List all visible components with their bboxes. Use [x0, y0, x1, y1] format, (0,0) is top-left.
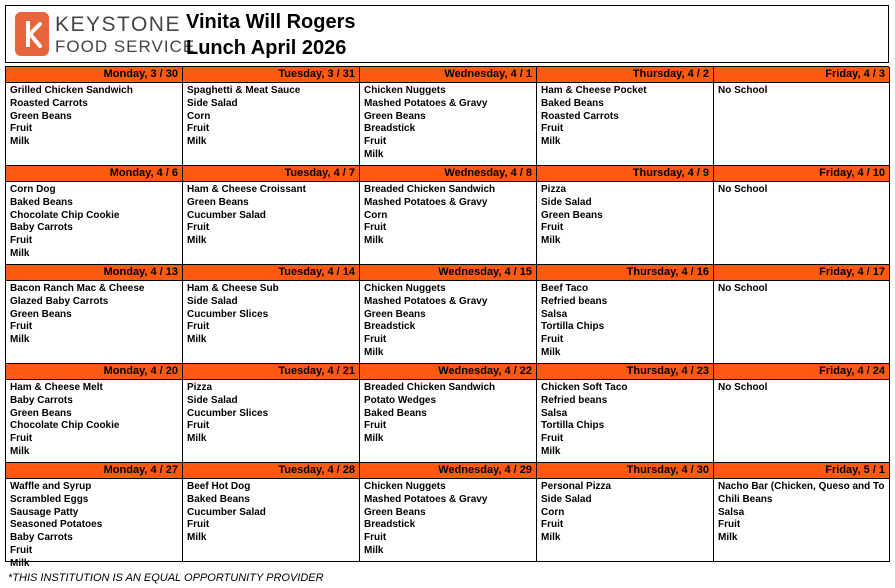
- menu-item: Waffle and Syrup: [10, 481, 92, 492]
- menu-item: Roasted Carrots: [10, 97, 88, 109]
- menu-item: Fruit: [187, 519, 210, 531]
- day-date-header: Friday, 5 / 1: [714, 463, 889, 479]
- menu-item: Milk: [364, 346, 384, 358]
- menu-item: Ham & Cheese Pocket: [541, 85, 647, 96]
- menu-item: Milk: [718, 532, 738, 544]
- day-cell: [6, 166, 183, 265]
- menu-item: Milk: [10, 334, 30, 346]
- menu-item: Ham & Cheese Sub: [187, 283, 279, 294]
- menu-item-list: [183, 281, 359, 347]
- day-date-header: Monday, 4 / 13: [6, 265, 182, 281]
- day-date-header: Wednesday, 4 / 22: [360, 364, 536, 380]
- day-cell: [360, 463, 537, 562]
- menu-item-list: [714, 380, 889, 395]
- menu-item: Fruit: [364, 334, 387, 346]
- day-cell: [537, 364, 714, 463]
- day-date-header: Thursday, 4 / 2: [537, 67, 713, 83]
- day-date-header: Tuesday, 4 / 14: [183, 265, 359, 281]
- menu-item: Side Salad: [541, 493, 592, 505]
- menu-item-list: [714, 281, 889, 296]
- menu-item: Glazed Baby Carrots: [10, 295, 109, 307]
- day-cell: [714, 265, 890, 364]
- menu-item: Cucumber Salad: [187, 209, 266, 221]
- menu-item-list: [537, 380, 713, 459]
- menu-item: Chicken Soft Taco: [541, 382, 628, 393]
- menu-item: Fruit: [364, 532, 387, 544]
- day-date-header: Friday, 4 / 3: [714, 67, 889, 83]
- day-cell: [183, 265, 360, 364]
- menu-item: Side Salad: [187, 394, 238, 406]
- menu-calendar-grid: [5, 66, 889, 569]
- menu-item: Ham & Cheese Melt: [10, 382, 103, 393]
- menu-item: Baby Carrots: [10, 532, 73, 544]
- menu-item-list: [6, 281, 182, 347]
- menu-item: Pizza: [541, 184, 567, 195]
- menu-item: Milk: [187, 136, 207, 148]
- menu-item: Cucumber Salad: [187, 506, 266, 518]
- menu-item: Sausage Patty: [10, 506, 79, 518]
- day-date-header: Wednesday, 4 / 1: [360, 67, 536, 83]
- day-date-header: Tuesday, 4 / 21: [183, 364, 359, 380]
- menu-item: Corn: [541, 506, 565, 518]
- logo-line1: KEYSTONE: [55, 12, 181, 36]
- menu-item: Breaded Chicken Sandwich: [364, 382, 496, 393]
- menu-item: Grilled Chicken Sandwich: [10, 85, 133, 96]
- menu-item: Potato Wedges: [364, 394, 437, 406]
- day-cell: [183, 67, 360, 166]
- menu-item: Chocolate Chip Cookie: [10, 420, 120, 432]
- menu-item: Green Beans: [364, 506, 426, 518]
- menu-item: Fruit: [364, 420, 387, 432]
- menu-item-list: [360, 83, 536, 162]
- day-cell: [360, 67, 537, 166]
- menu-item: Chicken Nuggets: [364, 481, 446, 492]
- day-date-header: Thursday, 4 / 9: [537, 166, 713, 182]
- menu-item-list: [183, 83, 359, 149]
- menu-item: Fruit: [10, 123, 33, 135]
- menu-item-list: [360, 281, 536, 360]
- menu-item: Salsa: [541, 407, 568, 419]
- menu-item: Milk: [541, 235, 561, 247]
- day-cell: [183, 166, 360, 265]
- menu-item: Refried beans: [541, 394, 608, 406]
- menu-item: Milk: [364, 544, 384, 556]
- day-cell: [537, 67, 714, 166]
- menu-item: No School: [718, 283, 768, 294]
- menu-item: Breadstick: [364, 519, 416, 531]
- day-cell: [183, 364, 360, 463]
- menu-item: Milk: [10, 445, 30, 457]
- menu-item: Milk: [364, 433, 384, 445]
- day-cell: [714, 166, 890, 265]
- day-cell: [714, 463, 890, 562]
- menu-item: Green Beans: [10, 110, 72, 122]
- menu-item-list: [360, 479, 536, 558]
- menu-item: Milk: [541, 346, 561, 358]
- menu-item: Fruit: [364, 222, 387, 234]
- menu-item: Milk: [364, 148, 384, 160]
- menu-item: Refried beans: [541, 295, 608, 307]
- day-cell: [6, 67, 183, 166]
- menu-item: Ham & Cheese Croissant: [187, 184, 306, 195]
- menu-item: No School: [718, 184, 768, 195]
- day-date-header: Thursday, 4 / 30: [537, 463, 713, 479]
- day-date-header: Tuesday, 4 / 28: [183, 463, 359, 479]
- menu-item: Cucumber Slices: [187, 407, 269, 419]
- day-cell: [537, 463, 714, 562]
- menu-item: Milk: [10, 557, 30, 569]
- menu-item: Fruit: [10, 433, 33, 445]
- menu-item: Pizza: [187, 382, 213, 393]
- menu-item: Baked Beans: [187, 493, 250, 505]
- menu-item: Scrambled Eggs: [10, 493, 89, 505]
- menu-item: Fruit: [187, 420, 210, 432]
- day-date-header: Thursday, 4 / 16: [537, 265, 713, 281]
- day-date-header: Monday, 4 / 27: [6, 463, 182, 479]
- day-cell: [360, 265, 537, 364]
- menu-item: Chocolate Chip Cookie: [10, 209, 120, 221]
- k-glyph-icon: [15, 12, 49, 56]
- menu-item: Fruit: [541, 519, 564, 531]
- menu-item-list: [6, 479, 182, 571]
- menu-item: Fruit: [10, 321, 33, 333]
- day-cell: [6, 364, 183, 463]
- menu-item: Tortilla Chips: [541, 420, 605, 432]
- menu-item: Baby Carrots: [10, 222, 73, 234]
- day-date-header: Monday, 4 / 20: [6, 364, 182, 380]
- menu-item: No School: [718, 85, 768, 96]
- menu-item: Tortilla Chips: [541, 321, 605, 333]
- menu-item: Milk: [541, 532, 561, 544]
- menu-item: Breadstick: [364, 123, 416, 135]
- menu-item: Side Salad: [187, 97, 238, 109]
- day-cell: [714, 67, 890, 166]
- menu-item: Corn: [187, 110, 211, 122]
- menu-item: Baked Beans: [10, 196, 73, 208]
- menu-item-list: [714, 182, 889, 197]
- menu-item: Baked Beans: [541, 97, 604, 109]
- menu-item: Baked Beans: [364, 407, 427, 419]
- menu-item: Chicken Nuggets: [364, 283, 446, 294]
- menu-item: Milk: [187, 433, 207, 445]
- menu-item: Fruit: [718, 519, 741, 531]
- menu-item: Nacho Bar (Chicken, Queso and To: [718, 481, 885, 492]
- menu-item-list: [183, 479, 359, 545]
- menu-item: Fruit: [187, 222, 210, 234]
- day-date-header: Monday, 4 / 6: [6, 166, 182, 182]
- day-cell: [714, 364, 890, 463]
- day-cell: [537, 166, 714, 265]
- menu-item: Milk: [10, 247, 30, 259]
- menu-item: Corn: [364, 209, 388, 221]
- menu-item-list: [6, 380, 182, 459]
- day-date-header: Thursday, 4 / 23: [537, 364, 713, 380]
- menu-item: Green Beans: [10, 407, 72, 419]
- menu-item-list: [6, 182, 182, 261]
- day-date-header: Friday, 4 / 24: [714, 364, 889, 380]
- menu-item: Mashed Potatoes & Gravy: [364, 493, 488, 505]
- day-cell: [183, 463, 360, 562]
- menu-item: Green Beans: [541, 209, 603, 221]
- menu-item: Roasted Carrots: [541, 110, 619, 122]
- menu-item: Mashed Potatoes & Gravy: [364, 295, 488, 307]
- day-cell: [360, 166, 537, 265]
- menu-item: Fruit: [187, 123, 210, 135]
- day-date-header: Tuesday, 3 / 31: [183, 67, 359, 83]
- menu-item: Side Salad: [187, 295, 238, 307]
- menu-item: Milk: [541, 136, 561, 148]
- menu-item: Personal Pizza: [541, 481, 612, 492]
- menu-item: Beef Taco: [541, 283, 589, 294]
- menu-item: No School: [718, 382, 768, 393]
- menu-item: Green Beans: [187, 196, 249, 208]
- menu-item: Milk: [187, 334, 207, 346]
- menu-month: Lunch April 2026: [186, 37, 347, 59]
- menu-item: Fruit: [541, 123, 564, 135]
- menu-item: Breadstick: [364, 321, 416, 333]
- menu-item-list: [360, 182, 536, 248]
- menu-item-list: [537, 281, 713, 360]
- menu-item-list: [183, 182, 359, 248]
- menu-item: Fruit: [10, 235, 33, 247]
- menu-item: Chili Beans: [718, 493, 773, 505]
- school-name: Vinita Will Rogers: [186, 11, 356, 33]
- day-date-header: Wednesday, 4 / 29: [360, 463, 536, 479]
- menu-item: Fruit: [541, 222, 564, 234]
- menu-item: Fruit: [541, 334, 564, 346]
- menu-item: Bacon Ranch Mac & Cheese: [10, 283, 145, 294]
- footer-note: *THIS INSTITUTION IS AN EQUAL OPPORTUNITY PROVIDER: [8, 572, 324, 584]
- keystone-logo: [15, 12, 195, 56]
- menu-item-list: [714, 479, 889, 545]
- menu-item: Milk: [541, 445, 561, 457]
- menu-item-list: [360, 380, 536, 446]
- menu-item-list: [537, 182, 713, 248]
- menu-item-list: [6, 83, 182, 149]
- menu-item: Side Salad: [541, 196, 592, 208]
- menu-item-list: [714, 83, 889, 98]
- day-date-header: Monday, 3 / 30: [6, 67, 182, 83]
- menu-item: Green Beans: [10, 308, 72, 320]
- day-cell: [537, 265, 714, 364]
- menu-item: Fruit: [10, 544, 33, 556]
- menu-item: Seasoned Potatoes: [10, 519, 103, 531]
- menu-item: Salsa: [541, 308, 568, 320]
- menu-item: Spaghetti & Meat Sauce: [187, 85, 301, 96]
- menu-item: Fruit: [187, 321, 210, 333]
- menu-item: Mashed Potatoes & Gravy: [364, 97, 488, 109]
- day-date-header: Wednesday, 4 / 8: [360, 166, 536, 182]
- menu-item: Baby Carrots: [10, 394, 73, 406]
- day-date-header: Wednesday, 4 / 15: [360, 265, 536, 281]
- menu-item: Milk: [10, 136, 30, 148]
- menu-item: Chicken Nuggets: [364, 85, 446, 96]
- menu-item-list: [537, 479, 713, 545]
- menu-item: Milk: [187, 532, 207, 544]
- day-date-header: Friday, 4 / 10: [714, 166, 889, 182]
- menu-item: Milk: [364, 235, 384, 247]
- day-date-header: Tuesday, 4 / 7: [183, 166, 359, 182]
- menu-header: [5, 5, 889, 63]
- menu-item: Breaded Chicken Sandwich: [364, 184, 496, 195]
- menu-item: Salsa: [718, 506, 745, 518]
- keystone-k-icon: [15, 12, 49, 56]
- menu-item: Beef Hot Dog: [187, 481, 251, 492]
- day-date-header: Friday, 4 / 17: [714, 265, 889, 281]
- menu-item: Corn Dog: [10, 184, 56, 195]
- menu-item-list: [537, 83, 713, 149]
- menu-item: Milk: [187, 235, 207, 247]
- day-cell: [6, 463, 183, 569]
- menu-item-list: [183, 380, 359, 446]
- day-cell: [360, 364, 537, 463]
- menu-item: Fruit: [364, 136, 387, 148]
- logo-line2: FOOD SERVICE: [55, 36, 196, 56]
- menu-item: Fruit: [541, 433, 564, 445]
- menu-item: Mashed Potatoes & Gravy: [364, 196, 488, 208]
- day-cell: [6, 265, 183, 364]
- menu-item: Cucumber Slices: [187, 308, 269, 320]
- menu-item: Green Beans: [364, 110, 426, 122]
- menu-item: Green Beans: [364, 308, 426, 320]
- page-title: [186, 9, 355, 61]
